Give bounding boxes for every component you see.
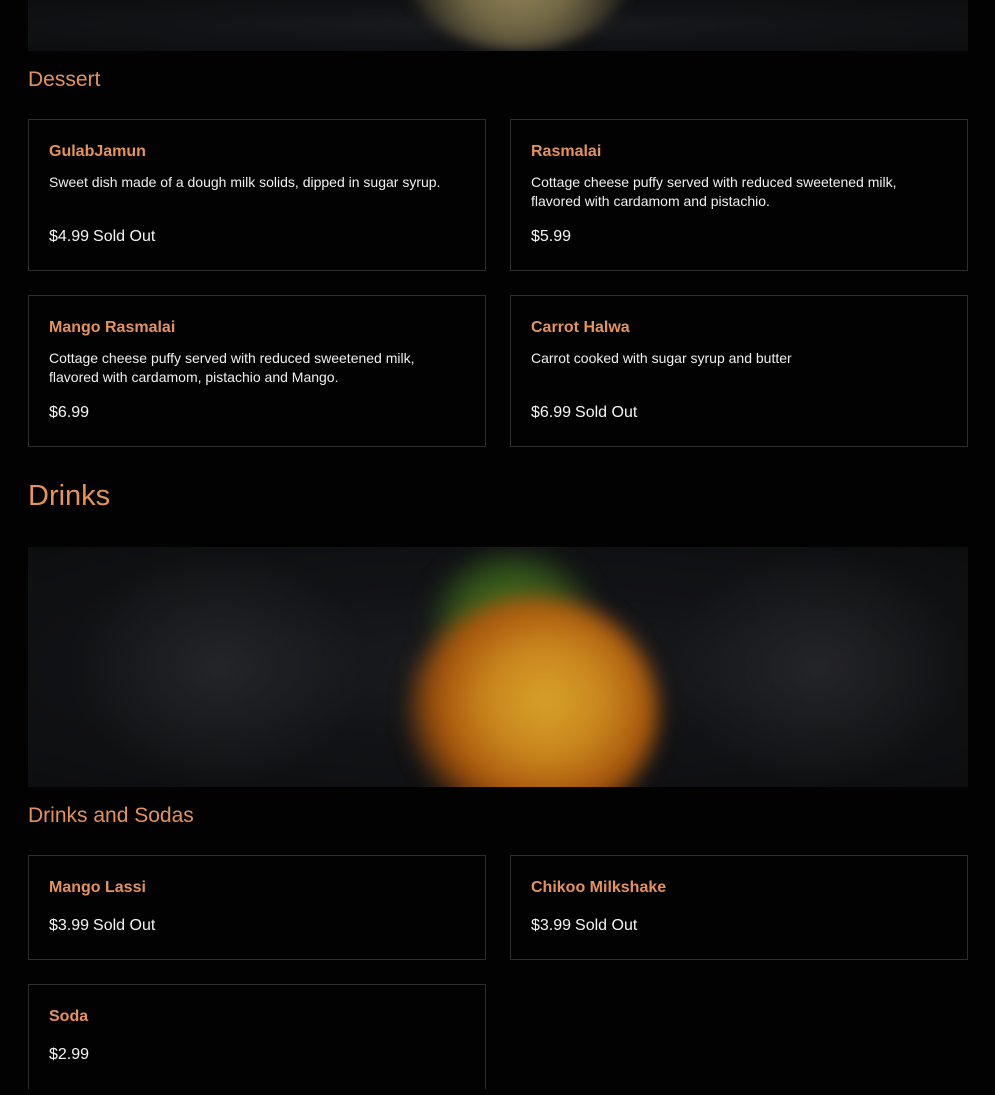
menu-item-card-rasmalai[interactable] xyxy=(510,119,968,271)
menu-item-description: Cottage cheese puffy served with reduced sweetened milk, flavored with cardamom, pistachio and Mango. xyxy=(49,350,415,385)
menu-item-name: Chikoo Milkshake xyxy=(531,879,667,896)
menu-item-price-row xyxy=(49,1046,89,1064)
sold-out-label: Sold Out xyxy=(93,228,156,245)
menu-item-name: Carrot Halwa xyxy=(531,319,630,336)
sold-out-label: Sold Out xyxy=(575,404,638,421)
menu-item-card-mango-lassi[interactable] xyxy=(28,855,486,960)
sold-out-label: Sold Out xyxy=(93,917,156,934)
menu-item-price: $4.99 xyxy=(49,228,90,245)
menu-item-card-carrot-halwa[interactable] xyxy=(510,295,968,447)
drinks-section-title: Drinks xyxy=(28,480,111,512)
dessert-section-title: Dessert xyxy=(28,68,101,91)
menu-item-price-row xyxy=(49,404,89,422)
menu-item-price: $6.99 xyxy=(49,404,90,421)
menu-item-name: Soda xyxy=(49,1008,89,1025)
banner-shade-right xyxy=(668,547,968,787)
menu-item-price-row xyxy=(531,404,637,422)
menu-item-price-row xyxy=(531,917,637,935)
menu-item-price: $3.99 xyxy=(531,917,572,934)
banner-shade-left xyxy=(68,547,368,787)
menu-item-description: Carrot cooked with sugar syrup and butter xyxy=(531,350,792,366)
menu-item-name: GulabJamun xyxy=(49,143,146,160)
menu-item-card-chikoo-milkshake[interactable] xyxy=(510,855,968,960)
menu-item-card-gulabjamun[interactable] xyxy=(28,119,486,271)
menu-item-price: $6.99 xyxy=(531,404,572,421)
menu-item-card-soda[interactable] xyxy=(28,984,486,1089)
sold-out-label: Sold Out xyxy=(575,917,638,934)
menu-item-name: Mango Lassi xyxy=(49,879,146,896)
menu-item-description: Sweet dish made of a dough milk solids, dipped in sugar syrup. xyxy=(49,174,441,190)
menu-item-name: Rasmalai xyxy=(531,143,602,160)
menu-item-card-mango-rasmalai[interactable] xyxy=(28,295,486,447)
drinks-banner-image xyxy=(28,547,968,787)
menu-item-price: $2.99 xyxy=(49,1046,90,1063)
menu-item-price-row xyxy=(49,228,155,246)
dessert-banner-image xyxy=(28,0,968,51)
menu-item-price: $3.99 xyxy=(49,917,90,934)
menu-item-description: Cottage cheese puffy served with reduced sweetened milk, flavored with cardamom and pistachio. xyxy=(531,174,897,209)
menu-item-price-row xyxy=(531,228,571,246)
drink-image xyxy=(388,547,668,787)
menu-item-name: Mango Rasmalai xyxy=(49,319,176,336)
menu-item-price-row xyxy=(49,917,155,935)
dessert-food-image xyxy=(398,0,638,50)
menu-item-price: $5.99 xyxy=(531,228,572,245)
drinks-subsection-title: Drinks and Sodas xyxy=(28,804,194,827)
